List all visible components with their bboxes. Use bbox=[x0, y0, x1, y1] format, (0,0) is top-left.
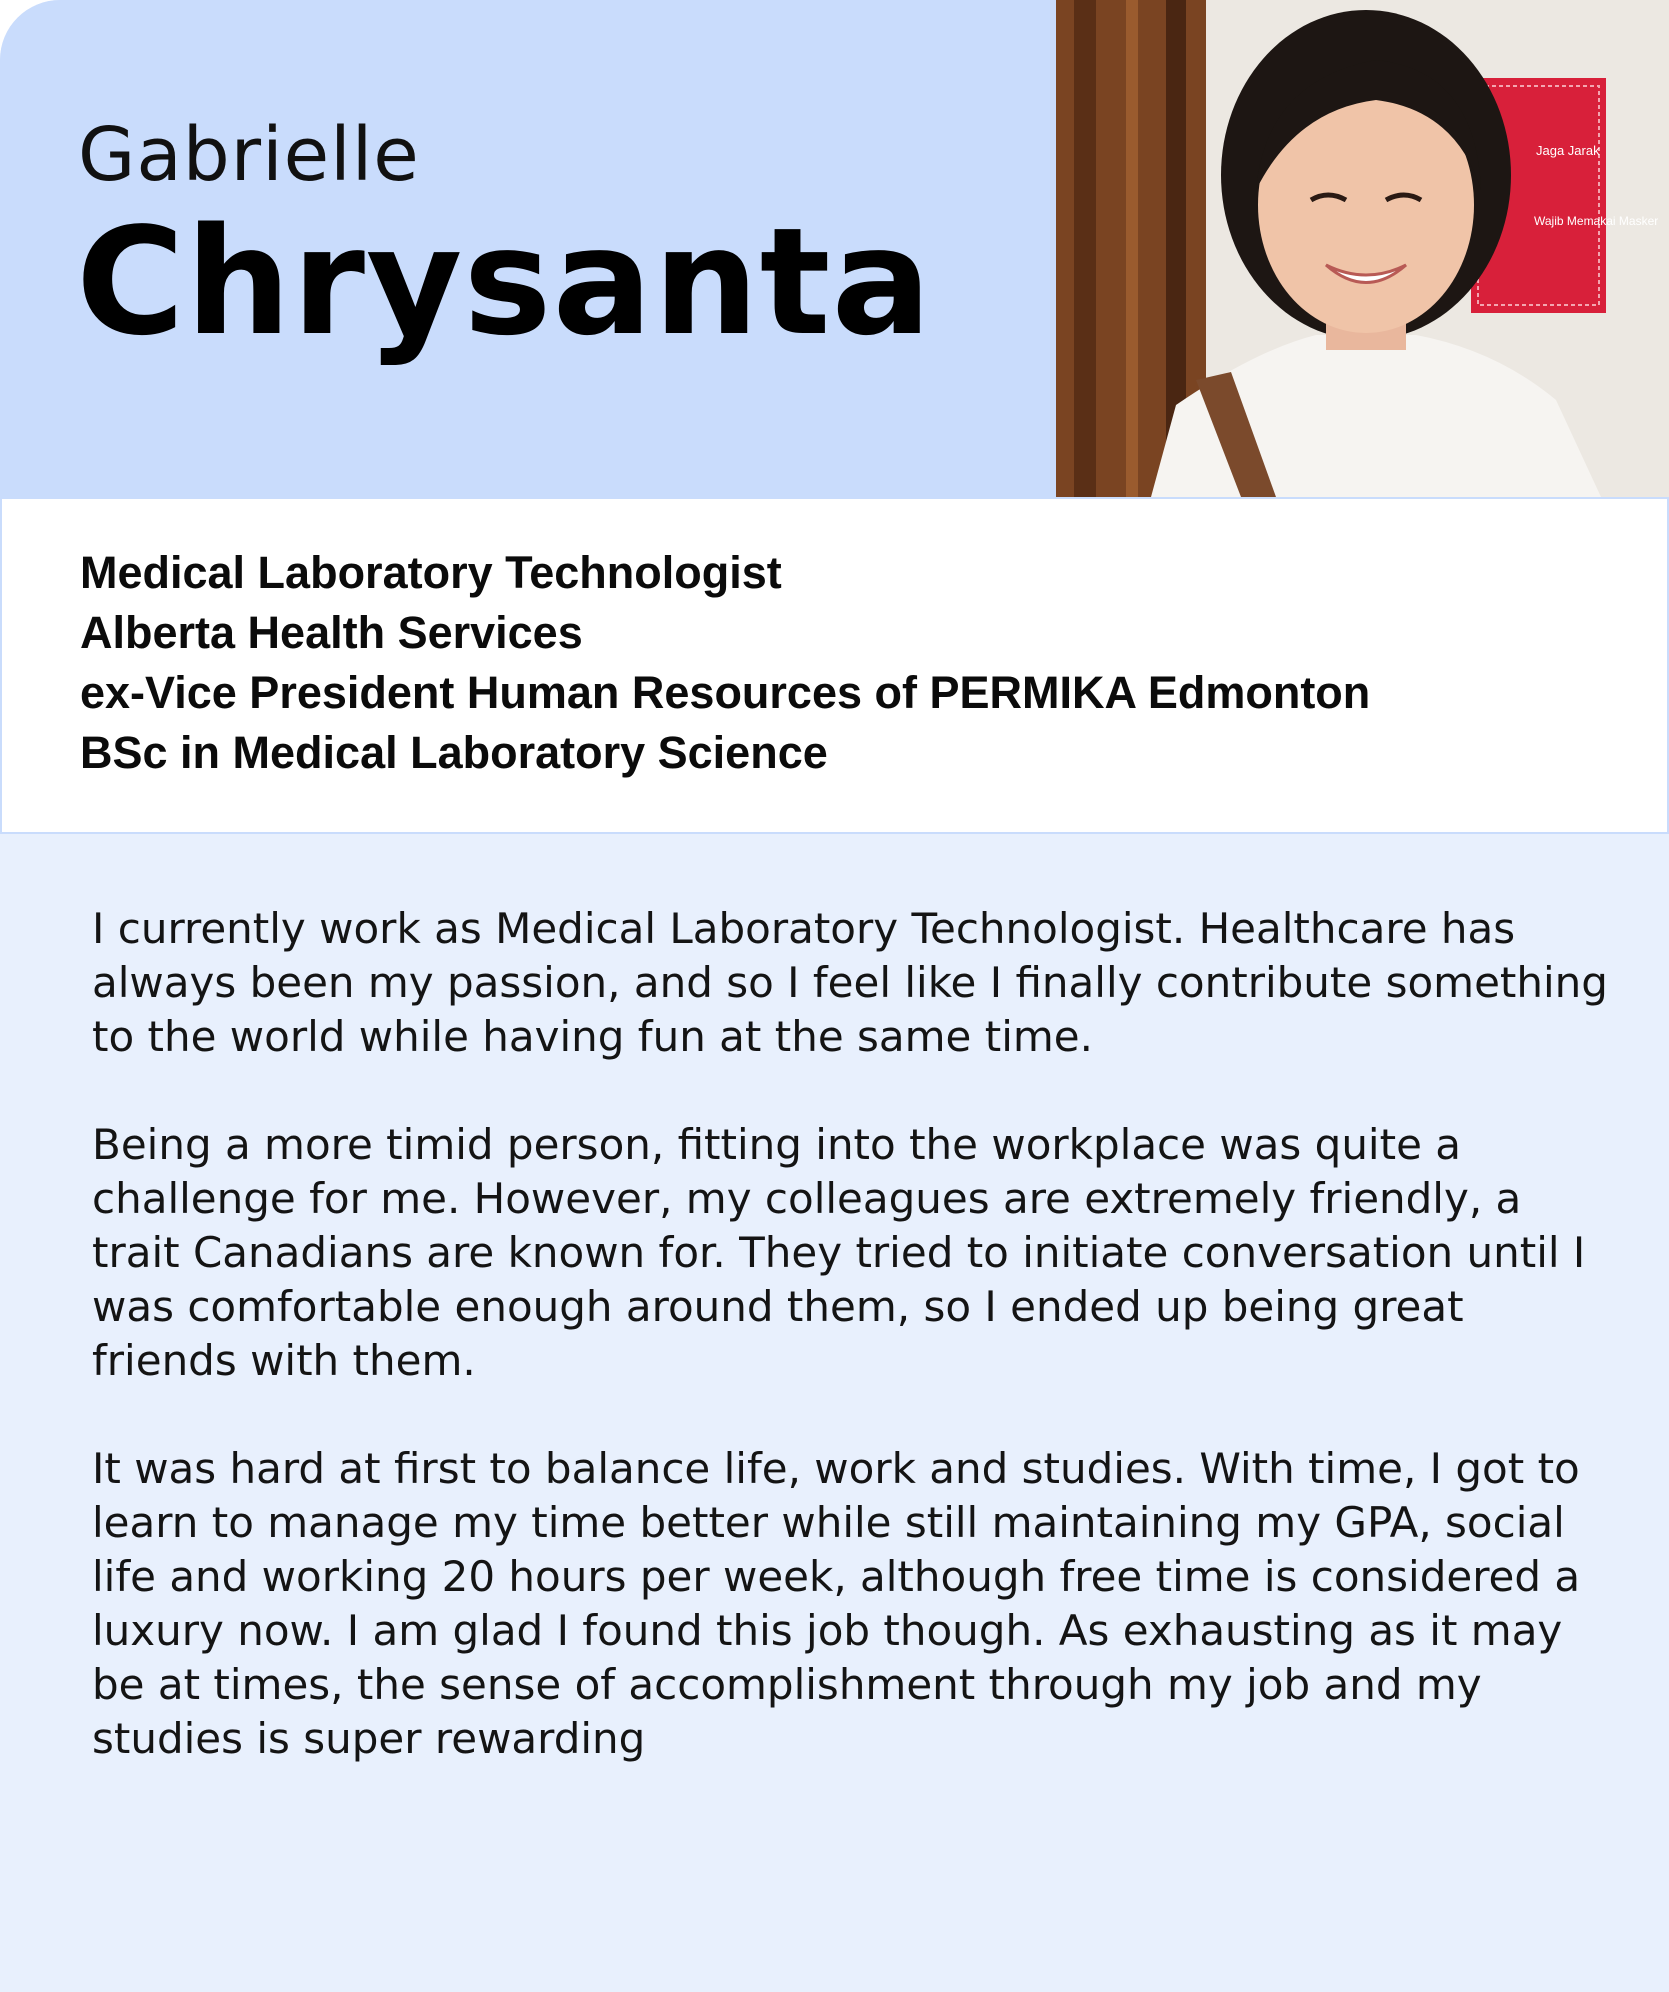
paragraph: I currently work as Medical Laboratory Technologist. Healthcare has always been my passion, and so I feel like I finally contribute something to the world while having fun at the same time. bbox=[92, 904, 1608, 1061]
paragraph: Being a more timid person, fitting into the workplace was quite a challenge for me. However, my colleagues are extremely friendly, a trait Canadians are known for. They tried to initiate conversation until I was comfortable enough around them, so I ended up being great friends with them. bbox=[92, 1120, 1586, 1385]
paragraph: It was hard at first to balance life, work and studies. With time, I got to learn to manage my time better while still maintaining my GPA, social life and working 20 hours per week, although free time is considered a luxury now. I am glad I found this job though. As exhausting as it may be at times, the sense of accomplishment through my job and my studies is super rewarding bbox=[92, 1444, 1581, 1763]
sign-text-1: Jaga Jarak bbox=[1536, 143, 1600, 158]
first-name: Gabrielle bbox=[78, 112, 420, 198]
former-role: ex-Vice President Human Resources of PERMIKA Edmonton bbox=[80, 667, 1371, 718]
profile-photo bbox=[1056, 0, 1669, 497]
last-name: Chrysanta bbox=[76, 196, 933, 368]
testimonial-body bbox=[92, 902, 1612, 1820]
job-title: Medical Laboratory Technologist bbox=[80, 547, 782, 598]
credentials-box bbox=[0, 497, 1669, 834]
sign-text-2: Wajib Memakai Masker bbox=[1534, 214, 1659, 228]
employer: Alberta Health Services bbox=[80, 607, 583, 658]
portrait-illustration bbox=[1056, 0, 1669, 497]
degree: BSc in Medical Laboratory Science bbox=[80, 727, 828, 778]
